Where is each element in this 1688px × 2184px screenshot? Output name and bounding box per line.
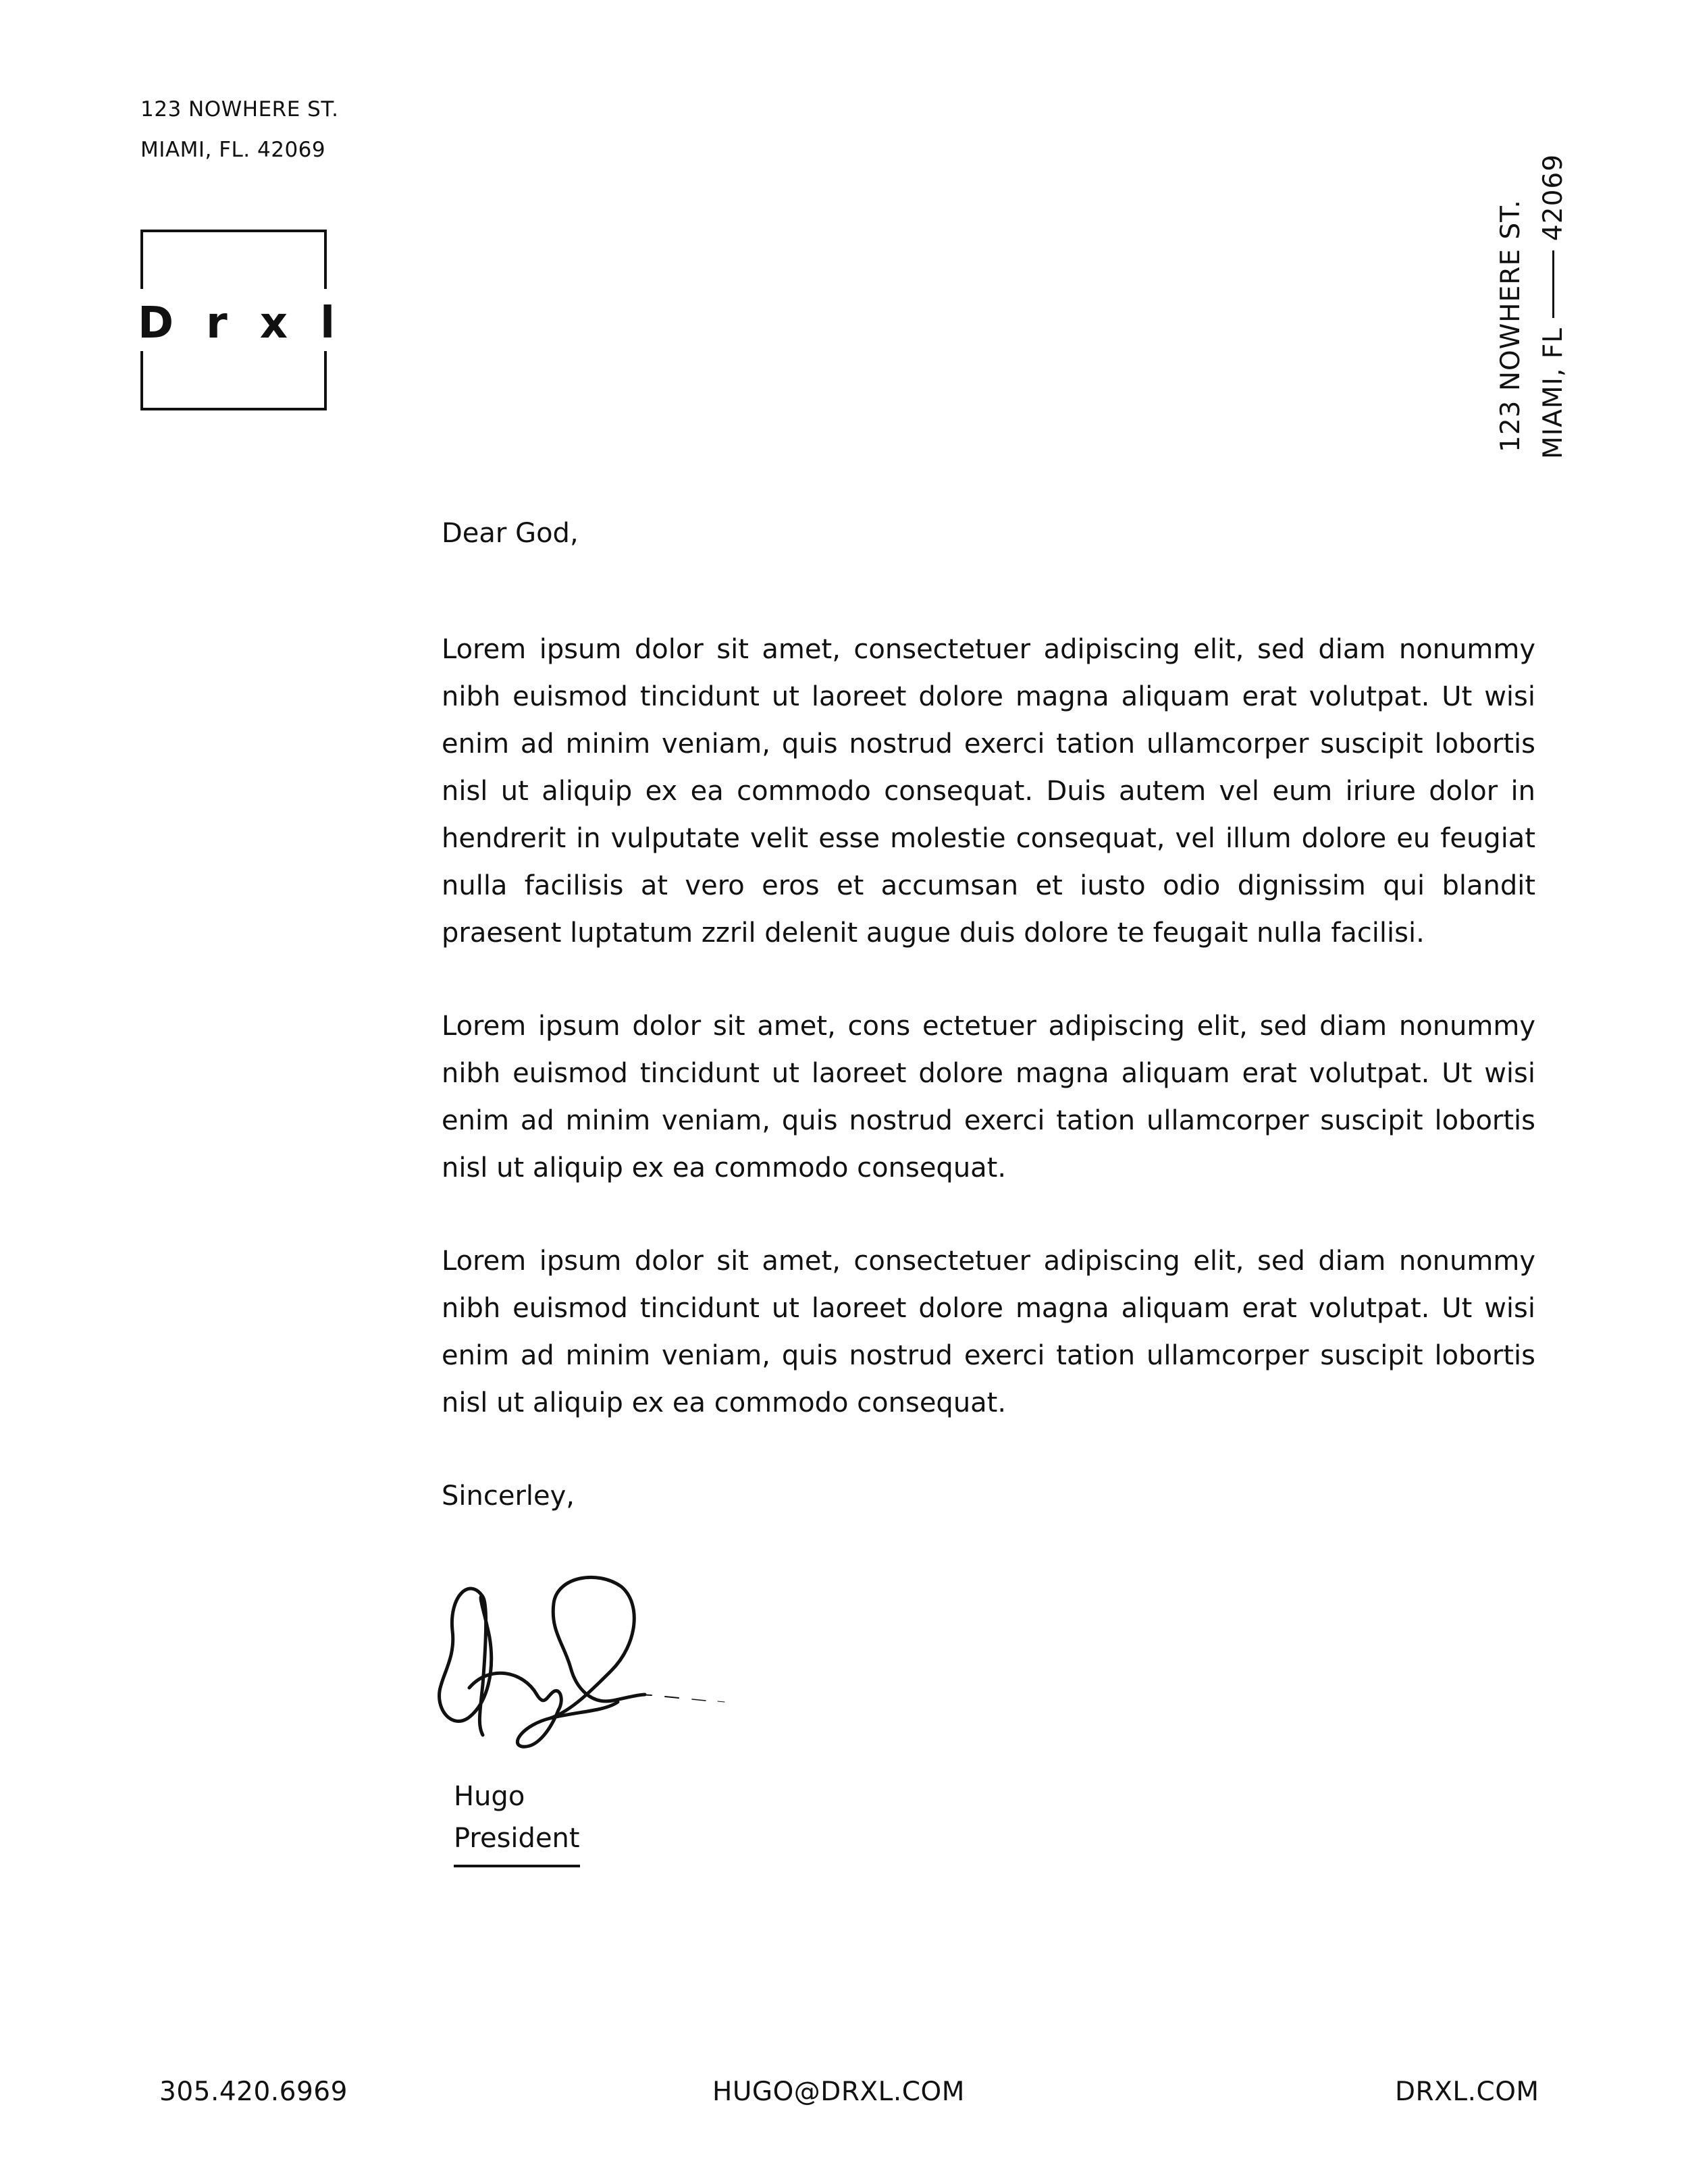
side-address-street: 123 NOWHERE ST. (1496, 199, 1526, 452)
footer-website[interactable]: DRXL.COM (1395, 2077, 1539, 2107)
footer-email[interactable]: HUGO@DRXL.COM (712, 2077, 965, 2107)
logo-wordmark (138, 300, 335, 347)
side-address-city-row (1535, 154, 1571, 459)
side-address-city: MIAMI, FL (1537, 327, 1568, 459)
side-address (1491, 108, 1579, 459)
address-street: 123 NOWHERE ST. (140, 97, 339, 122)
company-logo (138, 230, 335, 410)
letter-paragraph: Lorem ipsum dolor sit amet, consectetuer adipiscing elit, sed diam nonummy nibh euismod tincidunt ut laoreet dolore magna aliquam erat volutpat. Ut wisi enim ad minim veniam, quis nostrud exerci tation ullamcorper suscipit lobortis nisl ut aliquip ex ea commodo consequat. (442, 1246, 1535, 1418)
letter-paragraph: Lorem ipsum dolor sit amet, consectetuer adipiscing elit, sed diam nonummy nibh euismod tincidunt ut laoreet dolore magna aliquam erat volutpat. Ut wisi enim ad minim veniam, quis nostrud exerci tation ullamcorper suscipit lobortis nisl ut aliquip ex ea commodo consequat. Duis autem vel eum iriure dolor in hendrerit in vulputate velit esse molestie consequat, vel illum dolore eu feugiat nulla facilisis at vero eros et accumsan et iusto odio dignissim qui blandit praesent luptatum zzril delenit augue duis dolore te feugait nulla facilisi. (442, 634, 1535, 949)
footer-phone: 305.420.6969 (159, 2077, 348, 2107)
letter-body (442, 510, 1535, 1520)
signer-title: President (454, 1817, 580, 1867)
salutation: Dear God, (442, 518, 579, 549)
side-address-divider (1552, 250, 1554, 318)
closing: Sincerley, (442, 1481, 575, 1512)
signer-name: Hugo (454, 1781, 525, 1812)
logo-letter: D (138, 298, 174, 348)
header-address (140, 89, 338, 170)
logo-letter: r (206, 298, 228, 348)
logo-letter: l (320, 298, 335, 348)
letter-paragraph: Lorem ipsum dolor sit amet, cons ectetuer adipiscing elit, sed diam nonummy nibh euismod tincidunt ut laoreet dolore magna aliquam erat volutpat. Ut wisi enim ad minim veniam, quis nostrud exerci tation ullamcorper suscipit lobortis nisl ut aliquip ex ea commodo consequat. (442, 1011, 1535, 1183)
logo-letter: x (259, 298, 288, 348)
signer-block (454, 1776, 580, 1867)
handwritten-signature (436, 1556, 733, 1759)
address-city: MIAMI, FL. 42069 (140, 138, 326, 162)
side-address-zip: 42069 (1537, 153, 1568, 242)
